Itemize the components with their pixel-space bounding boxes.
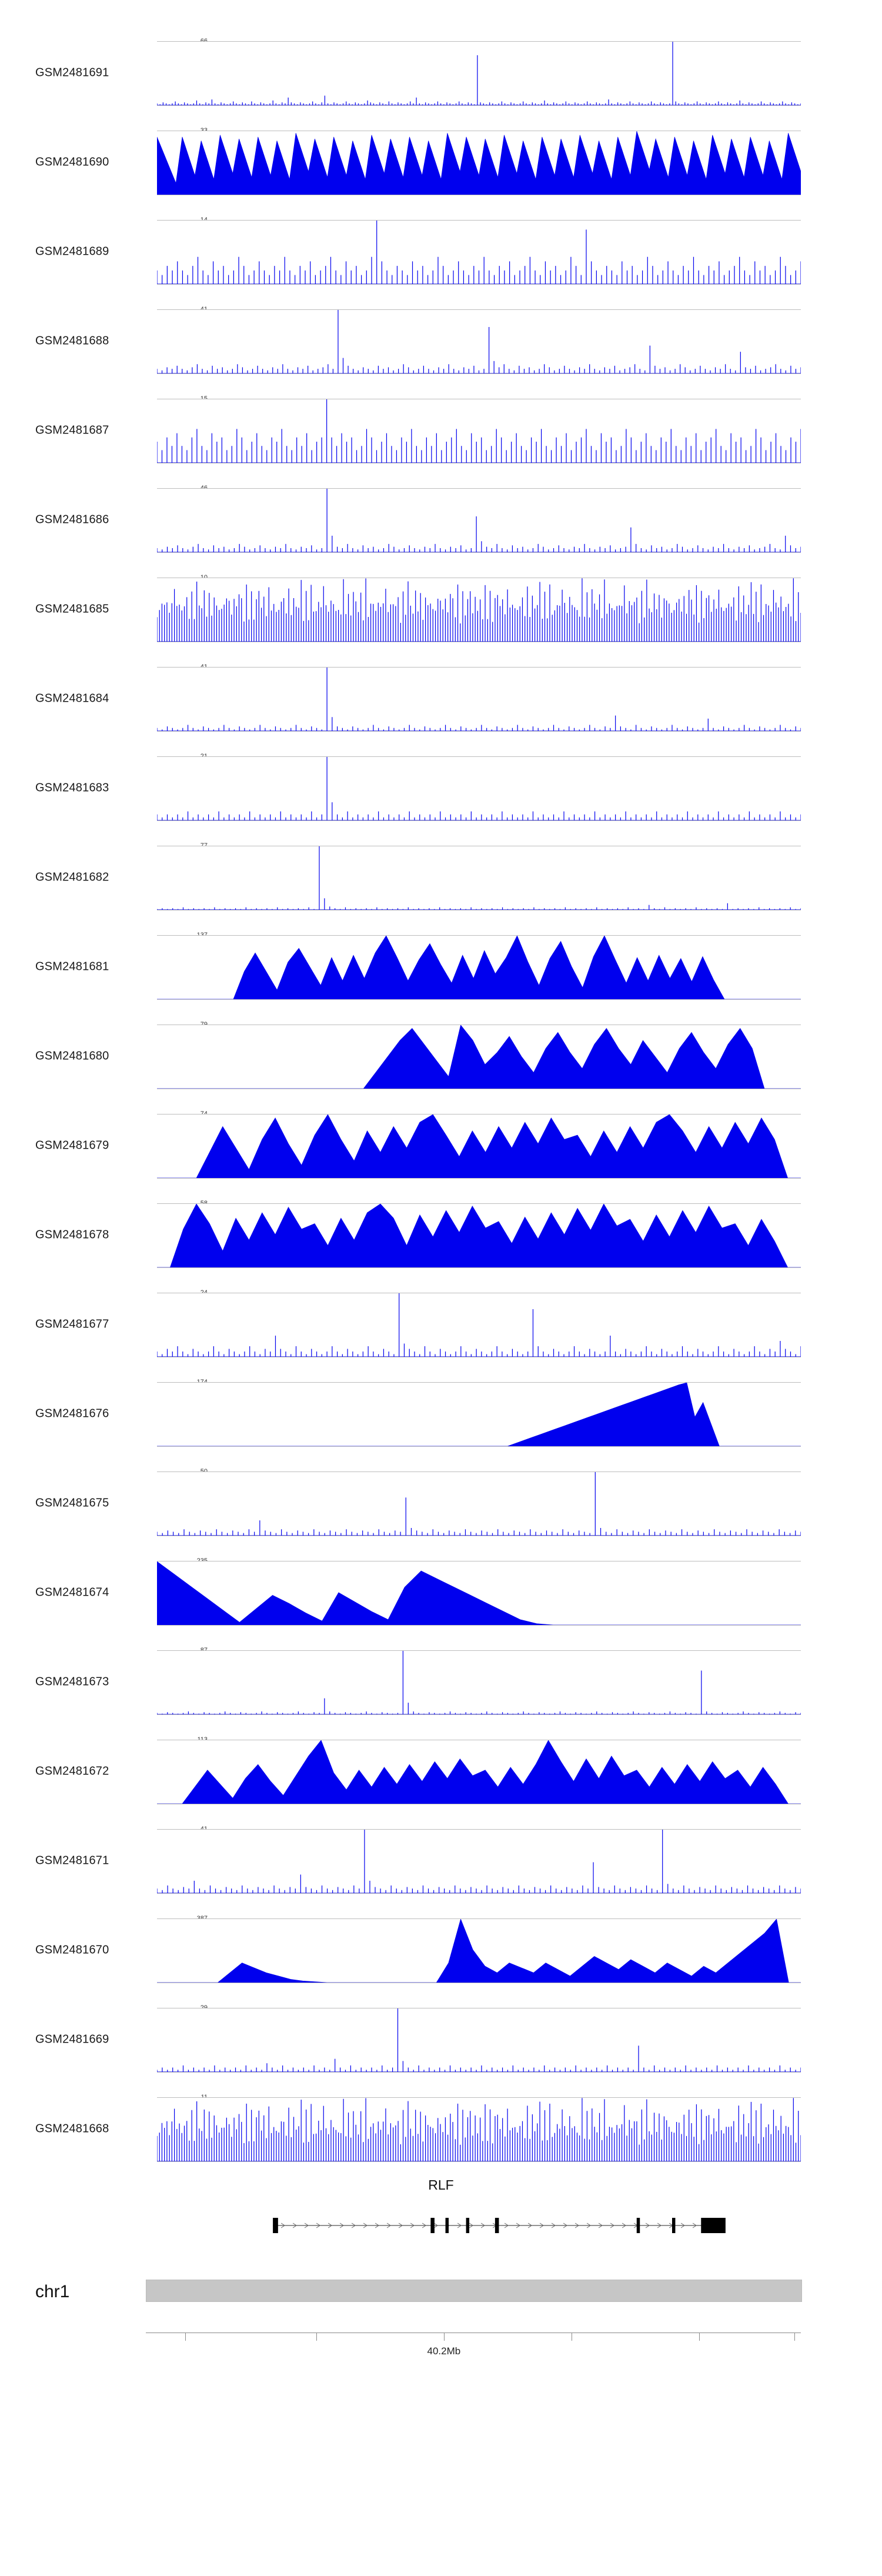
coverage-track	[0, 1190, 882, 1280]
coverage-track	[0, 1012, 882, 1101]
track-sample-label: GSM2481685	[35, 602, 109, 616]
track-plot-area	[157, 131, 801, 195]
coverage-track	[0, 1369, 882, 1459]
track-sample-label: GSM2481690	[35, 155, 109, 169]
coverage-track	[0, 1637, 882, 1727]
track-sample-label: GSM2481672	[35, 1764, 109, 1778]
track-sample-label: GSM2481681	[35, 960, 109, 973]
coverage-track	[0, 743, 882, 833]
coverage-track	[0, 475, 882, 565]
track-sample-label: GSM2481688	[35, 334, 109, 348]
track-sample-label: GSM2481689	[35, 245, 109, 258]
coverage-track	[0, 1727, 882, 1816]
track-plot-area	[157, 756, 801, 821]
coverage-track	[0, 207, 882, 296]
track-plot-area	[157, 1918, 801, 1983]
chromosome-ideogram	[146, 2280, 802, 2302]
top-spacer	[0, 0, 882, 28]
coverage-track	[0, 28, 882, 118]
track-plot-area	[157, 2097, 801, 2162]
track-plot-area	[157, 1025, 801, 1089]
coverage-track	[0, 386, 882, 475]
track-plot-area	[157, 846, 801, 910]
track-plot-area	[157, 1561, 801, 1626]
track-sample-label: GSM2481687	[35, 423, 109, 437]
ruler-tick	[794, 2333, 795, 2341]
coverage-track	[0, 565, 882, 654]
coverage-track	[0, 1906, 882, 1995]
coverage-track	[0, 296, 882, 386]
track-plot-area	[157, 1829, 801, 1894]
coordinate-ruler	[0, 2333, 882, 2385]
track-plot-area	[157, 399, 801, 463]
track-plot-area	[157, 220, 801, 285]
coverage-track	[0, 1459, 882, 1548]
ruler-tick	[699, 2333, 700, 2341]
coverage-track	[0, 1995, 882, 2084]
track-sample-label: GSM2481668	[35, 2122, 109, 2135]
track-plot-area	[157, 488, 801, 553]
track-sample-label: GSM2481682	[35, 870, 109, 884]
track-sample-label: GSM2481679	[35, 1139, 109, 1152]
track-plot-area	[157, 309, 801, 374]
coverage-track	[0, 1280, 882, 1369]
track-plot-area	[157, 1740, 801, 1804]
ruler-tick	[185, 2333, 186, 2341]
chromosome-label: chr1	[35, 2282, 70, 2301]
track-plot-area	[157, 935, 801, 1000]
track-sample-label: GSM2481674	[35, 1586, 109, 1599]
track-stack	[0, 28, 882, 2174]
coverage-track	[0, 922, 882, 1012]
track-sample-label: GSM2481675	[35, 1496, 109, 1510]
track-plot-area	[157, 1650, 801, 1715]
track-sample-label: GSM2481683	[35, 781, 109, 795]
track-plot-area	[157, 1293, 801, 1357]
ruler-tick-label: 40.2Mb	[427, 2345, 461, 2357]
track-plot-area	[157, 1203, 801, 1268]
coverage-track	[0, 1816, 882, 1906]
ruler-tick	[444, 2333, 445, 2341]
track-plot-area	[157, 2008, 801, 2073]
coverage-track	[0, 1548, 882, 1637]
track-sample-label: GSM2481673	[35, 1675, 109, 1689]
gene-model-region	[0, 2174, 882, 2262]
gene-name-label: RLF	[428, 2177, 454, 2193]
track-sample-label: GSM2481669	[35, 2033, 109, 2046]
track-sample-label: GSM2481684	[35, 692, 109, 705]
coverage-track	[0, 833, 882, 922]
track-sample-label: GSM2481677	[35, 1317, 109, 1331]
track-plot-area	[157, 41, 801, 106]
track-sample-label: GSM2481686	[35, 513, 109, 526]
coverage-track	[0, 654, 882, 743]
track-sample-label: GSM2481671	[35, 1854, 109, 1867]
track-sample-label: GSM2481691	[35, 66, 109, 79]
track-sample-label: GSM2481680	[35, 1049, 109, 1063]
track-sample-label: GSM2481676	[35, 1407, 109, 1420]
track-plot-area	[157, 667, 801, 732]
coverage-track	[0, 2084, 882, 2174]
track-plot-area	[157, 1471, 801, 1536]
coverage-track	[0, 1101, 882, 1190]
track-sample-label: GSM2481678	[35, 1228, 109, 1242]
coverage-track	[0, 118, 882, 207]
ruler-tick	[316, 2333, 317, 2341]
track-plot-area	[157, 578, 801, 642]
chromosome-region	[0, 2262, 882, 2333]
track-plot-area	[157, 1114, 801, 1179]
track-sample-label: GSM2481670	[35, 1943, 109, 1957]
gene-model-track	[157, 2197, 801, 2250]
track-plot-area	[157, 1382, 801, 1447]
